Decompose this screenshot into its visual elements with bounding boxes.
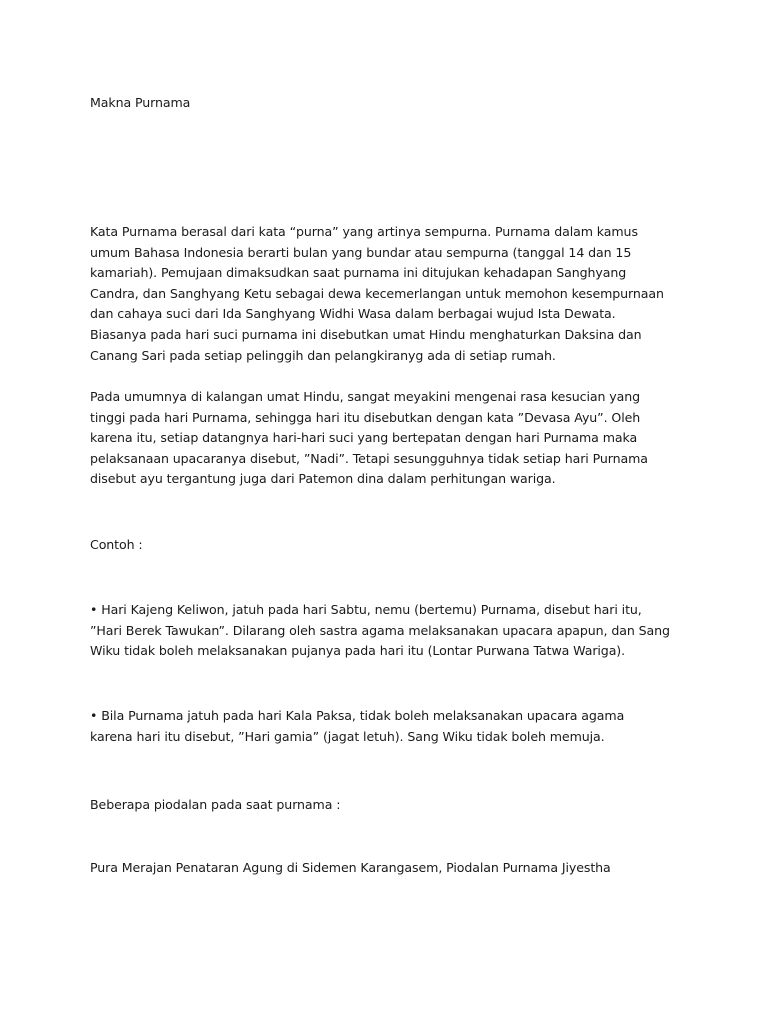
document-title: Makna Purnama [90,95,191,110]
bullet-item-kala-paksa: • Bila Purnama jatuh pada hari Kala Paksa, tidak boleh melaksanakan upacara agama karena hari itu disebut, ”Hari gamia” (jagat letuh). Sang Wiku tidak boleh memuja. [90,708,625,744]
paragraph-intro: Kata Purnama berasal dari kata “purna” yang artinya sempurna. Purnama dalam kamus umum Bahasa Indonesia berarti bulan yang bundar atau sempurna (tanggal 14 dan 15 kamariah). Pemujaan dimaksudkan saat purnama ini ditujukan kehadapan Sanghyang Candra, dan Sanghyang Ketu sebagai dewa kecemerlangan untuk memohon kesempurnaan dan cahaya suci dari Ida Sanghyang Widhi Wasa dalam berbagai wujud Ista Dewata. Biasanya pada hari suci purnama ini disebutkan umat Hindu menghaturkan Daksina dan Canang Sari pada setiap pelinggih dan pelangkiranyg ada di setiap rumah. [90,224,664,363]
piodalan-heading: Beberapa piodalan pada saat purnama : [90,797,341,812]
contoh-label: Contoh : [90,537,143,552]
paragraph-devasa-ayu: Pada umumnya di kalangan umat Hindu, sangat meyakini mengenai rasa kesucian yang tinggi pada hari Purnama, sehingga hari itu disebutkan dengan kata ”Devasa Ayu”. Oleh karena itu, setiap datangnya hari-hari suci yang bertepatan dengan hari Purnama maka pelaksanaan upacaranya disebut, ”Nadi”. Tetapi sesungguhnya tidak setiap hari Purnama disebut ayu tergantung juga dari Patemon dina dalam perhitungan wariga. [90,389,648,487]
pura-line: Pura Merajan Penataran Agung di Sidemen Karangasem, Piodalan Purnama Jiyestha [90,860,611,875]
bullet-item-kajeng-keliwon: • Hari Kajeng Keliwon, jatuh pada hari Sabtu, nemu (bertemu) Purnama, disebut hari itu, ”Hari Berek Tawukan”. Dilarang oleh sastra agama melaksanakan upacara apapun, dan Sang Wiku tidak boleh melaksanakan pujanya pada hari itu (Lontar Purwana Tatwa Wariga). [90,602,670,659]
